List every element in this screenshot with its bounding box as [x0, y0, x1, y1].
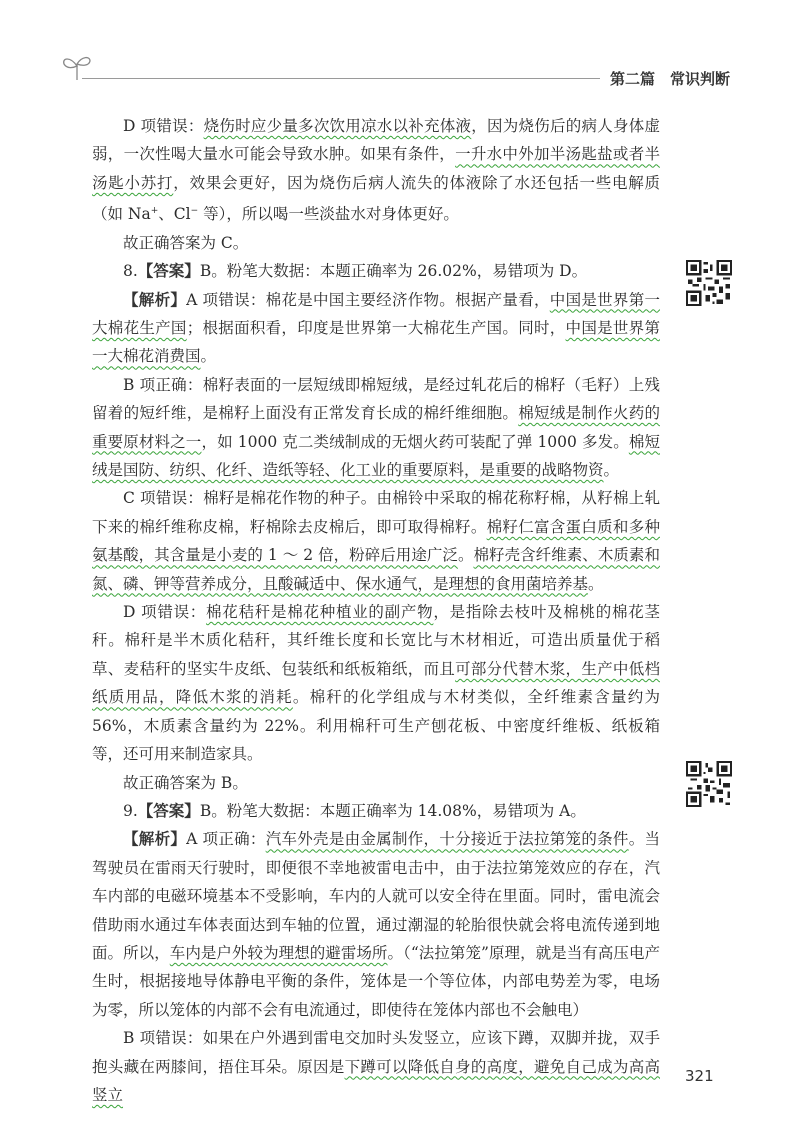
section-title: 第二篇 常识判断	[600, 68, 730, 89]
question-8-analysis-d: D 项错误：棉花秸秆是棉花种植业的副产物，是指除去枝叶及棉桃的棉花茎秆。棉秆是半木质化秸秆，其纤维长度和长宽比与木材相近，可造出质量优于稻草、麦秸秆的坚实牛皮纸、包装纸和纸板箱纸，而且可部分代替木浆，生产中低档纸质用品，降低木浆的消耗。棉秆的化学组成与木材类似，全纤维素含量约为 56%，木质素含量约为 22%。利用棉秆可生产刨花板、中密度纤维板、纸板箱等，还可用来制造家具。	[92, 603, 660, 764]
question-8-answer: 8.【答案】B。粉笔大数据：本题正确率为 26.02%，易错项为 D。	[123, 262, 588, 281]
page-content	[92, 112, 660, 1109]
page-number: 321	[685, 1067, 714, 1085]
question-9-analysis-a: 【解析】A 项正确：汽车外壳是由金属制作，十分接近于法拉第笼的条件。当驾驶员在雷雨天行驶时，即便很不幸地被雷电击中，由于法拉第笼效应的存在，汽车内部的电磁环境基本不受影响，车内的人就可以安全待在里面。同时，雷电流会借助雨水通过车体表面达到车轴的位置，通过潮湿的轮胎很快就会将电流传递到地面。所以，车内是户外较为理想的避雷场所。（“法拉第笼”原理，就是当有高压电产生时，根据接地导体静电平衡的条件，笼体是一个等位体，内部电势差为零，电场为零，所以笼体的内部不会有电流通过，即使待在笼体内部也不会触电）	[92, 830, 660, 1019]
answer-conclusion-7: 故正确答案为 C。	[123, 233, 249, 252]
question-9-answer: 9.【答案】B。粉笔大数据：本题正确率为 14.08%，易错项为 A。	[123, 801, 586, 820]
question-8-analysis-a: 【解析】A 项错误：棉花是中国主要经济作物。根据产量看，中国是世界第一大棉花生产国；根据面积看，印度是世界第一大棉花生产国。同时，中国是世界第一大棉花消费国。	[92, 290, 660, 366]
qr-code-icon[interactable]	[686, 761, 732, 807]
answer-conclusion-8: 故正确答案为 B。	[123, 773, 248, 792]
qr-code-icon[interactable]	[686, 260, 732, 306]
question-9-analysis-b: B 项错误：如果在户外遇到雷电交加时头发竖立，应该下蹲，双脚并拢，双手抱头藏在两膝间，捂住耳朵。原因是下蹲可以降低自身的高度，避免自己成为高高竖立	[92, 1029, 660, 1104]
question-8-analysis-c: C 项错误：棉籽是棉花作物的种子。由棉铃中采取的棉花称籽棉，从籽棉上轧下来的棉纤维称皮棉，籽棉除去皮棉后，即可取得棉籽。棉籽仁富含蛋白质和多种氨基酸，其含量是小麦的 1 ～ 2 倍，粉碎后用途广泛。棉籽壳含纤维素、木质素和氮、磷、钾等营养成分，且酸碱适中、保水通气，是理想的食用菌培养基。	[92, 489, 660, 593]
question-8-analysis-b: B 项正确：棉籽表面的一层短绒即棉短绒，是经过轧花后的棉籽（毛籽）上残留着的短纤维，是棉籽上面没有正常发育长成的棉纤维细胞。棉短绒是制作火药的重要原材料之一，如 1000 克二类绒制成的无烟火药可装配了弹 1000 多发。棉短绒是国防、纺织、化纤、造纸等轻、化工业的重要原料，是重要的战略物资。	[92, 375, 660, 480]
page-header	[0, 0, 800, 100]
paragraph-d-burn: D 项错误：烧伤时应少量多次饮用凉水以补充体液，因为烧伤后的病人身体虚弱，一次性喝大量水可能会导致水肿。如果有条件，一升水中外加半汤匙盐或者半汤匙小苏打，效果会更好，因为烧伤后病人流失的体液除了水还包括一些电解质（如 Na+、Cl− 等），所以喝一些淡盐水对身体更好。	[92, 117, 660, 224]
